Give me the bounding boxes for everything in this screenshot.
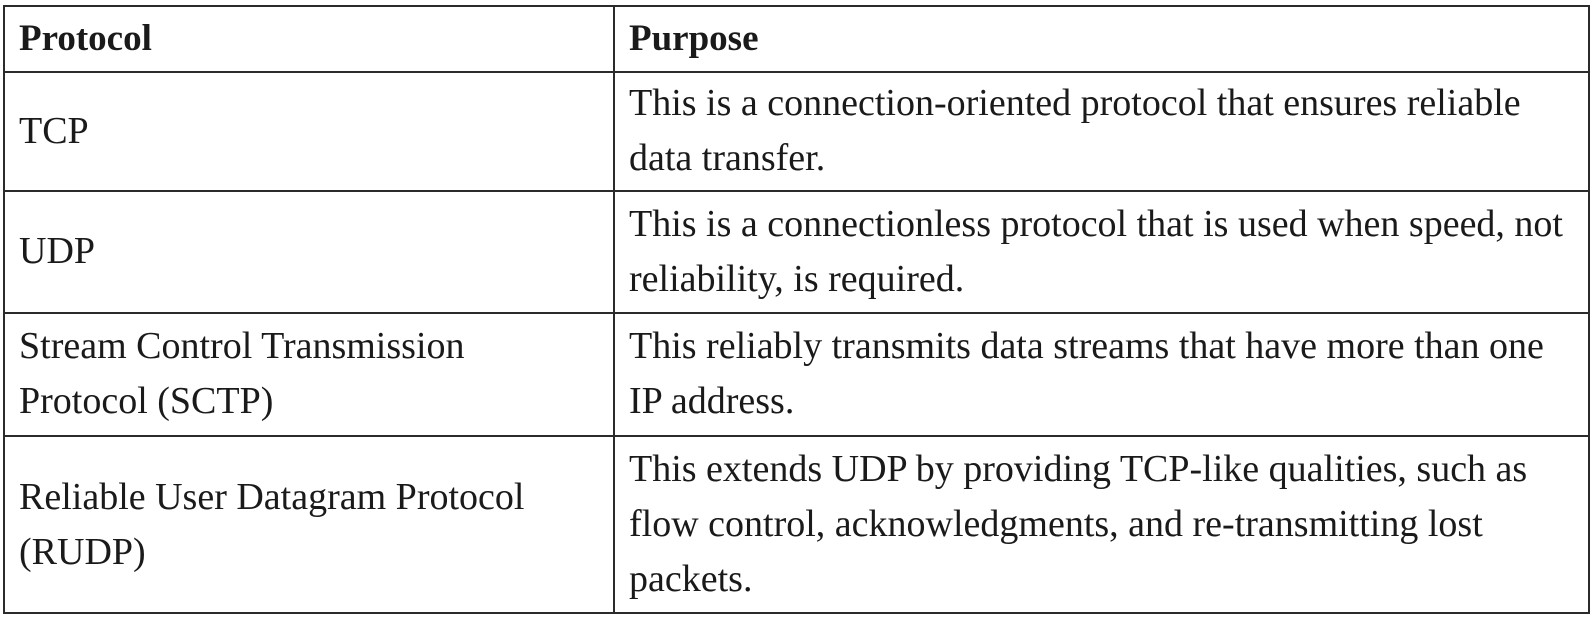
purpose-cell: This is a connectionless protocol that is used when speed, not reliability, is required. bbox=[614, 191, 1589, 313]
table-header-row bbox=[4, 6, 1589, 72]
protocol-table bbox=[3, 5, 1590, 614]
table-row bbox=[4, 72, 1589, 191]
header-protocol: Protocol bbox=[4, 6, 614, 72]
purpose-cell: This extends UDP by providing TCP-like qualities, such as flow control, acknowledgments, and re-transmitting lost packets. bbox=[614, 436, 1589, 613]
table-row bbox=[4, 313, 1589, 437]
protocol-cell: Reliable User Datagram Protocol (RUDP) bbox=[4, 436, 614, 613]
protocol-cell: UDP bbox=[4, 191, 614, 313]
header-purpose: Purpose bbox=[614, 6, 1589, 72]
purpose-cell: This is a connection-oriented protocol that ensures reliable data transfer. bbox=[614, 72, 1589, 191]
purpose-cell: This reliably transmits data streams that have more than one IP address. bbox=[614, 313, 1589, 437]
protocol-cell: Stream Control Transmission Protocol (SCTP) bbox=[4, 313, 614, 437]
protocol-cell: TCP bbox=[4, 72, 614, 191]
table-row bbox=[4, 191, 1589, 313]
table-row bbox=[4, 436, 1589, 613]
